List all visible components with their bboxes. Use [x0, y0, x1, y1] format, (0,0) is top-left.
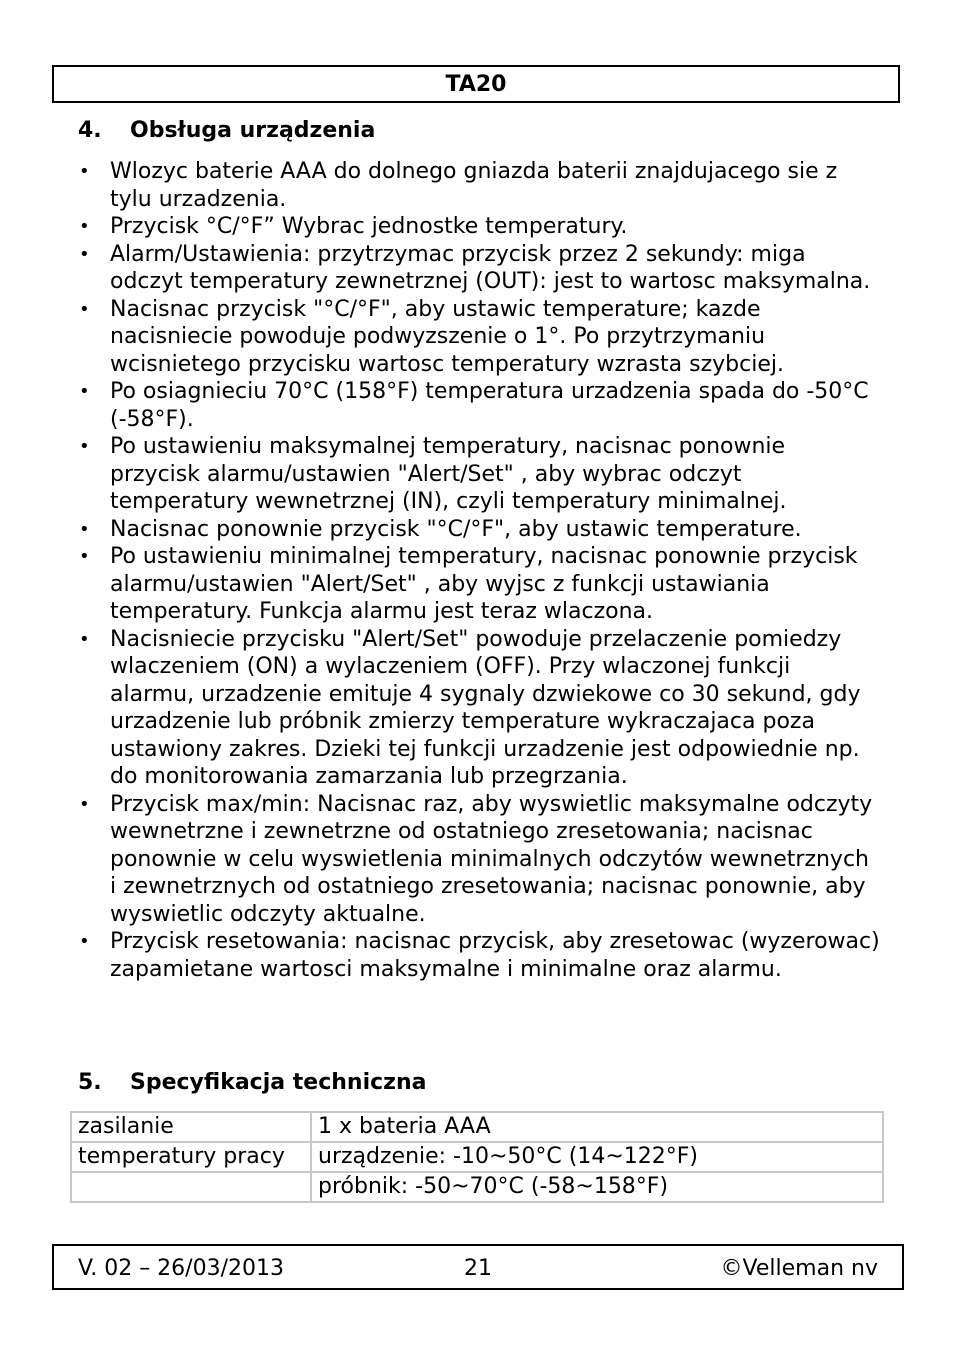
section-number: 5.	[78, 1070, 102, 1095]
bullet-icon: •	[79, 216, 90, 237]
table-cell: temperatury pracy	[71, 1142, 311, 1172]
table-cell: 1 x bateria AAA	[311, 1112, 883, 1142]
table-cell: urządzenie: -10~50°C (14~122°F)	[311, 1142, 883, 1172]
spec-table	[70, 1111, 884, 1203]
bullet-icon: •	[79, 161, 90, 182]
footer-page-number: 21	[464, 1256, 492, 1281]
list-item: • Wlozyc baterie AAA do dolnego gniazda baterii znajdujacego sie z tylu urzadzenia.	[79, 159, 838, 212]
list-item: • Nacisniecie przycisku "Alert/Set" powoduje przelaczenie pomiedzy wlaczeniem (ON) a wylaczeniem (OFF). Przy wlaczonej funkcji alarmu, urzadzenie emituje 4 sygnaly dzwiekowe co 30 sekund, gdy urzadzenie lub próbnik zmierzy temperature wykraczajaca poza ustawiony zakres. Dzieki tej funkcji urzadzenie jest odpowiednie np. do monitorowania zamarzania lub przegrzania.	[79, 626, 861, 789]
table-cell	[71, 1172, 311, 1202]
section-title: Specyfikacja techniczna	[130, 1070, 427, 1095]
table-cell: zasilanie	[71, 1112, 311, 1142]
bullet-icon: •	[79, 793, 90, 815]
list-item: • Nacisnac ponownie przycisk "°C/°F", aby ustawic temperature.	[79, 516, 802, 542]
section-4-heading	[78, 117, 375, 145]
list-item: • Po osiagnieciu 70°C (158°F) temperatura urzadzenia spada do -50°C (-58°F).	[79, 379, 869, 432]
list-item: • Nacisnac przycisk "°C/°F", aby ustawic temperature; kazde nacisniecie powoduje podwyzszenie o 1°. Po przytrzymaniu wcisnietego przycisku wartosc temperatury wzrasta szybciej.	[79, 296, 784, 377]
bullet-icon: •	[79, 546, 90, 567]
table-row	[71, 1112, 883, 1142]
list-item: • Przycisk resetowania: nacisnac przycisk, aby zresetowac (wyzerowac) zapamietane wartosci maksymalne i minimalne oraz alarmu.	[79, 929, 880, 982]
list-item: • Po ustawieniu maksymalnej temperatury, nacisnac ponownie przycisk alarmu/ustawien "Alert/Set" , aby wybrac odczyt temperatury wewnetrznej (IN), czyli temperatury minimalnej.	[79, 434, 787, 514]
list-item: • Alarm/Ustawienia: przytrzymac przycisk przez 2 sekundy: miga odczyt temperatury zewnetrznej (OUT): jest to wartosc maksymalna.	[79, 241, 871, 294]
bullet-icon: •	[79, 243, 90, 265]
list-item: • Po ustawieniu minimalnej temperatury, nacisnac ponownie przycisk alarmu/ustawien "Alert/Set" , aby wyjsc z funkcji ustawiania temperatury. Funkcja alarmu jest teraz wlaczona.	[79, 544, 858, 624]
bullet-icon: •	[79, 628, 90, 650]
document-footer	[52, 1244, 904, 1290]
bullet-icon: •	[79, 436, 90, 457]
bullet-icon: •	[79, 518, 90, 540]
table-row	[71, 1142, 883, 1172]
section-title: Obsługa urządzenia	[130, 118, 376, 143]
list-item: • Przycisk max/min: Nacisnac raz, aby wyswietlic maksymalne odczyty wewnetrzne i zewnetrzne od ostatniego zresetowania; nacisnac ponownie w celu wyswietlenia minimalnych odczytów wewnetrznych i zewnetrznych od ostatniego zresetowania; nacisnac ponownie, aby wyswietlic odczyty aktualne.	[79, 791, 873, 927]
table-row	[71, 1172, 883, 1202]
section-number: 4.	[78, 118, 102, 143]
footer-copyright: ©Velleman nv	[720, 1256, 878, 1281]
header-title: TA20	[445, 72, 507, 97]
instruction-list	[0, 158, 880, 983]
bullet-icon: •	[79, 298, 90, 320]
section-5-heading	[78, 1069, 426, 1097]
bullet-icon: •	[79, 381, 90, 402]
table-cell: próbnik: -50~70°C (-58~158°F)	[311, 1172, 883, 1202]
footer-version: V. 02 – 26/03/2013	[78, 1256, 284, 1281]
bullet-icon: •	[79, 931, 90, 952]
list-item: • Przycisk °C/°F” Wybrac jednostke temperatury.	[79, 214, 628, 239]
document-header	[52, 65, 900, 103]
